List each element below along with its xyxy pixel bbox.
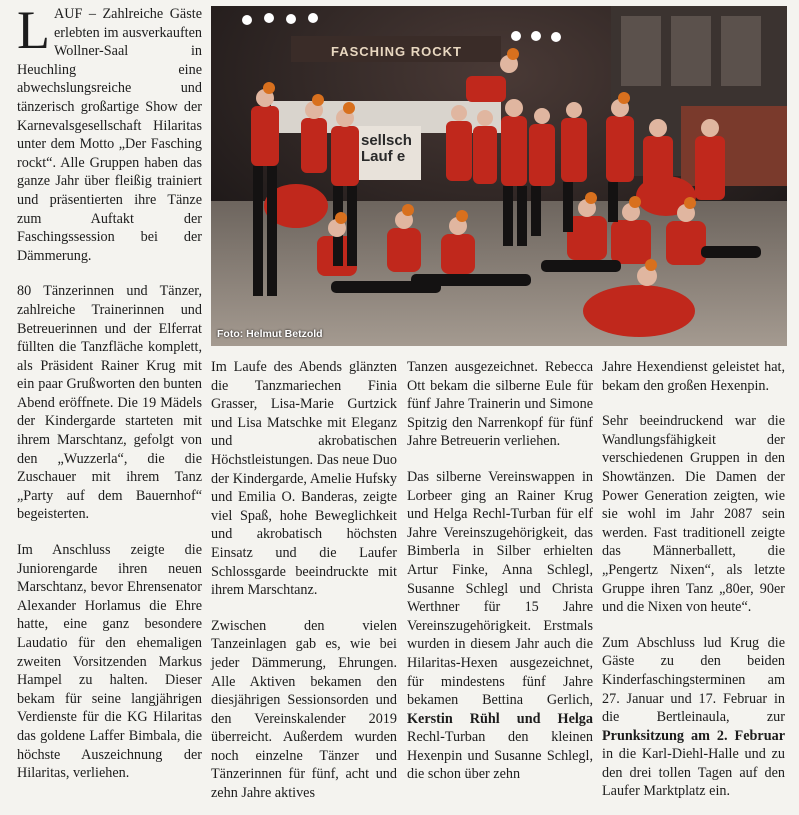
article-text: Das silberne Vereinswappen in Lorbeer ging an Rainer Krug und Helga Rechl-Turban für elf Jahre Vereinszugehörigkeit, das Bimberla in Silber erhielten Artur Finke, Anna Schlegl, Susanne Schlegl und Christa Werthner für 15 Jahre Vereinszugehörigkeit. Erstmals wurden in diesem Jahr auch die Hilaritas-Hexen ausgezeichnet, für mindestens fünf Jahre bekamen Bettina Gerlich, (407, 468, 593, 709)
article-paragraph: 80 Tänzerinnen und Tänzer, zahlreiche Trainerinnen und Betreuerinnen und der Elferrat füllten die Tanzfläche komplett, als Präsident Rainer Krug mit ein paar Grußworten den bunten Abend eröffnete. Die 19 Mädels der Kindergarde starteten mit ihrem Marschtanz, gefolgt von den „Wuzzerla“, die die Zuschauer mit ihrem Tanz „Party auf dem Bauernhof“ begeisterten. (17, 283, 202, 523)
lead-text: AUF – Zahlreiche Gäste erlebten im ausverkauften Wollner-Saal in Heuchling eine abwechslungsreiche und tänzerisch großartige Show der Karnevalsgesellschaft Hilaritas unter dem Motto „Der Fasching rockt“. Alle Gruppen haben das ganze Jahr über fleißig trainiert und präsentierten ihre Tänze zum Auftakt der Faschingssession bei der Dämmerung. (17, 6, 202, 264)
article-paragraph: Tanzen ausgezeichnet. Rebecca Ott bekam die silberne Eule für fünf Jahre Trainerin und Simone Spitzig den Narrenkopf für fünf Jahre Betreuerin verliehen. (407, 359, 593, 450)
article-column-4 (602, 358, 785, 801)
photo-dancers-illustration (211, 6, 787, 346)
article-paragraph (407, 468, 593, 784)
article-paragraph: Sehr beeindruckend war die Wandlungsfähigkeit der verschiedenen Gruppen in den Showtänzen. Die Damen der Power Generation zeigten, wie sie wohl im Jahr 2087 sein werden. Fast traditionell zeigte das Männerballett, die „Pengertz Nixen“, als letzte Gruppe ihren Tanz „80er, 90er und die Nixen von heute“. (602, 413, 785, 616)
article-paragraph: Jahre Hexendienst geleistet hat, bekam den großen Hexenpin. (602, 359, 785, 394)
article-paragraph: Im Anschluss zeigte die Juniorengarde ihren neuen Marschtanz, bevor Ehrensenator Alexander Horlamus die Ehre hatte, eine ganz besondere Laudatio für den ehemaligen zweiten Vorsitzenden Markus Hampel zu halten. Dieser bekam für seine langjährigen Verdienste für die KG Hilaritas das goldene Laffer Bimbala, die höchste Auszeichnung der Hilaritas, verliehen. (17, 542, 202, 782)
article-column-3 (407, 358, 593, 784)
drop-cap: L (17, 0, 50, 60)
article-text: Zum Abschluss lud Krug die Gäste zu den beiden Kinderfaschingsterminen am 27. Januar und 17. Februar in die Bertleinaula, zur (602, 634, 785, 726)
article-paragraph (17, 0, 202, 265)
article-paragraph: Zwischen den vielen Tanzeinlagen gab es, wie bei jeder Dämmerung, Ehrungen. Alle Aktiven bekamen den diesjährigen Sessionsorden und den Vereinskalender 2019 überreicht. Außerdem wurden noch einzelne Tänzer und Tänzerinnen für fünf, acht und zehn Jahre aktives (211, 617, 397, 802)
article-text: in die Karl-Diehl-Halle und zu den drei tollen Tagen auf den Laufer Marktplatz ein. (602, 746, 785, 800)
photo-banner-text: FASCHING ROCKT (331, 44, 462, 59)
photo-credit: Foto: Helmut Betzold (217, 328, 323, 340)
article-text-highlight: Kerstin Rühl und Helga (407, 710, 593, 727)
article-column-1 (17, 0, 202, 783)
article-column-2 (211, 358, 397, 803)
article-paragraph (602, 634, 785, 801)
article-text: Rechl-Turban den kleinen Hexenpin und Susanne Schlegl, die schon über zehn (407, 729, 593, 783)
article-paragraph: Im Laufe des Abends glänzten die Tanzmariechen Finia Grasser, Lisa-Marie Gurtzick und Lisa Matschke mit Eleganz und akrobatischen Höchstleistungen. Das neue Duo der Kindergarde, Amelie Hufsky und Emilia O. Banderas, zeigte viel Spaß, hohe Beweglichkeit und akrobatisch höchsten Einsatz und die Laufer Schlossgarde beeindruckte mit ihrem Marschtanz. (211, 359, 397, 599)
article-photo (211, 6, 787, 346)
photo-sign-text: sellsch Lauf e (361, 132, 412, 165)
article-text-highlight: Prunksitzung am 2. Februar (602, 727, 785, 744)
